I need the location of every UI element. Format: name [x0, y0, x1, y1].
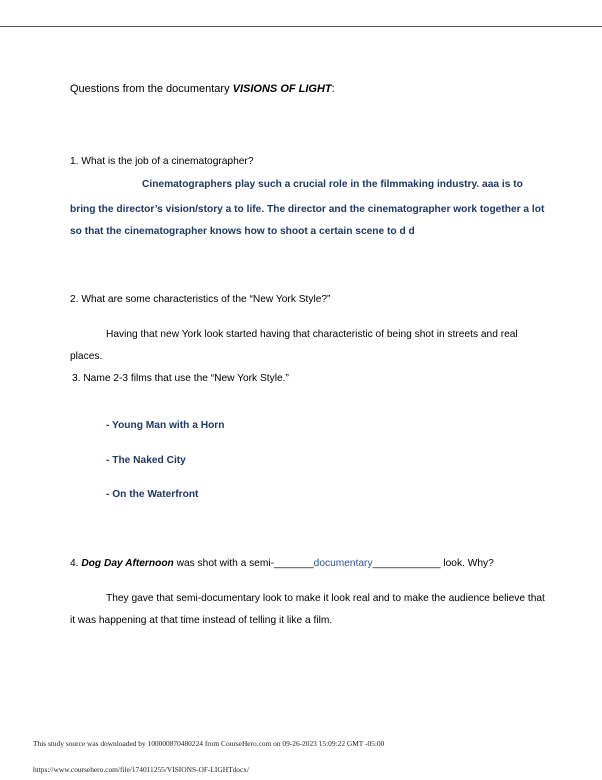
answer-2-line-1: Having that new York look started having that characteristic of being shot in streets and real — [106, 329, 518, 340]
answer-4-line-1: They gave that semi-documentary look to make it look real and to make the audience believe that — [106, 593, 545, 604]
source-url[interactable]: https://www.coursehero.com/file/174011255/VISIONS-OF-LIGHTdocx/ — [33, 765, 250, 774]
answer-1-line-3: so that the cinematographer knows how to shoot a certain scene to d d — [70, 226, 415, 237]
answer-1-line-1: Cinematographers play such a crucial role in the filmmaking industry. aaa is to — [142, 179, 523, 190]
film-item-3 — [106, 488, 198, 501]
answer-1-line-2: bring the director’s vision/story a to life. The director and the cinematographer work together a lot — [70, 204, 545, 215]
film-title: The Naked City — [112, 455, 186, 466]
answer-4-line-2: it was happening at that time instead of telling it like a film. — [70, 615, 333, 626]
question-4-text-before: was shot with a semi-_______ — [173, 558, 314, 569]
question-4-film-title: Dog Day Afternoon — [81, 558, 174, 569]
question-2: 2. What are some characteristics of the “New York Style?” — [70, 294, 331, 305]
answer-2-line-2: places. — [70, 351, 103, 362]
film-item-2 — [106, 454, 186, 467]
question-4 — [70, 557, 494, 570]
film-dash: - — [106, 455, 113, 466]
top-divider — [0, 26, 602, 27]
film-title: On the Waterfront — [112, 489, 199, 500]
film-title: Young Man with a Horn — [112, 420, 225, 431]
film-dash: - — [106, 420, 113, 431]
page-heading — [70, 83, 335, 96]
question-4-fill-in-answer: documentary — [313, 558, 373, 569]
film-dash: - — [106, 489, 113, 500]
download-note: This study source was downloaded by 100000870480224 from CourseHero.com on 09-26-2023 15:09:22 GMT -05:00 — [33, 739, 385, 748]
heading-prefix: Questions from the documentary — [70, 83, 233, 95]
question-4-text-after: ____________ look. Why? — [372, 558, 494, 569]
film-item-1 — [106, 419, 224, 432]
heading-suffix: : — [331, 83, 335, 95]
question-1: 1. What is the job of a cinematographer? — [70, 156, 254, 167]
documentary-title: VISIONS OF LIGHT — [232, 83, 332, 95]
question-3: 3. Name 2-3 films that use the “New York Style.” — [72, 373, 289, 384]
question-4-number: 4. — [70, 558, 82, 569]
